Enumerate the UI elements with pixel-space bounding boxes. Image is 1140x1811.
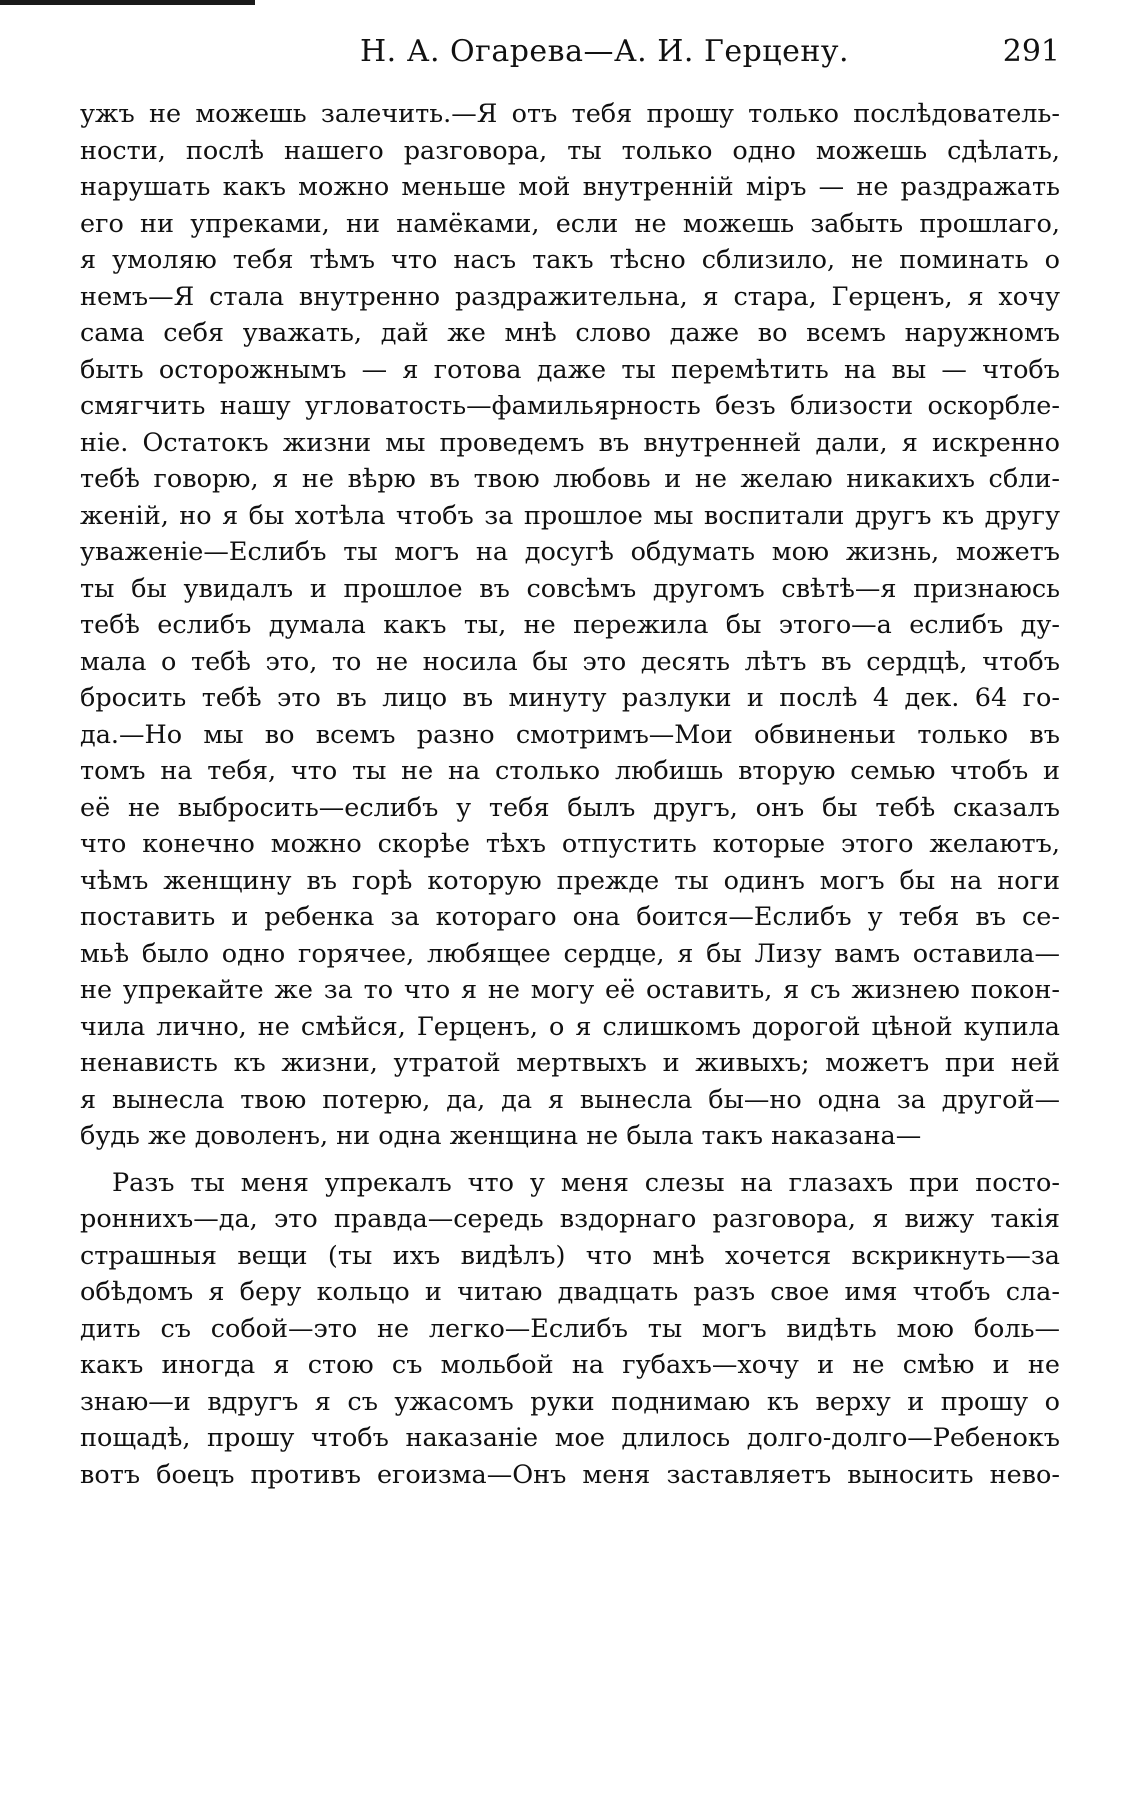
text-line: какъ иногда я стою съ мольбой на губахъ—хочу и не смѣю и не bbox=[80, 1350, 1060, 1380]
text-line: его ни упреками, ни намёками, если не можешь забыть прошлаго, bbox=[80, 208, 1060, 239]
text-line: поставить и ребенка за котораго она боится—Еслибъ у тебя въ се- bbox=[80, 902, 1060, 932]
text-line: смягчить нашу угловатость—фамильярность безъ близости оскорбле- bbox=[80, 391, 1060, 421]
text-line: страшныя вещи (ты ихъ видѣлъ) что мнѣ хочется вскрикнуть—за bbox=[80, 1240, 1060, 1271]
text-line: ненависть къ жизни, утратой мертвыхъ и живыхъ; можетъ при ней bbox=[80, 1048, 1060, 1078]
text-line: вотъ боецъ противъ егоизма—Онъ меня заставляетъ выносить нево- bbox=[80, 1459, 1060, 1490]
text-line: быть осторожнымъ — я готова даже ты перемѣтить на вы — чтобъ bbox=[80, 354, 1060, 385]
body-text bbox=[80, 96, 1060, 1493]
text-line: ужъ не можешь залечить.—Я отъ тебя прошу только послѣдователь- bbox=[80, 99, 1060, 129]
text-line: не упрекайте же за то что я не могу её оставить, я съ жизнею покон- bbox=[80, 975, 1060, 1005]
text-line: чѣмъ женщину въ горѣ которую прежде ты одинъ могъ бы на ноги bbox=[80, 865, 1060, 896]
text-line: тебѣ еслибъ думала какъ ты, не пережила бы этого—а еслибъ ду- bbox=[80, 610, 1060, 640]
text-line: ты бы увидалъ и прошлое въ совсѣмъ другомъ свѣтѣ—я признаюсь bbox=[80, 573, 1060, 604]
text-line: сама себя уважать, дай же мнѣ слово даже во всемъ наружномъ bbox=[80, 318, 1060, 348]
text-line: нарушать какъ можно меньше мой внутренній міръ — не раздражать bbox=[80, 172, 1060, 202]
paragraph-2 bbox=[80, 1165, 1060, 1494]
text-line: тебѣ говорю, я не вѣрю въ твою любовь и не желаю никакихъ сбли- bbox=[80, 464, 1060, 494]
text-line: женій, но я бы хотѣла чтобъ за прошлое мы воспитали другъ къ другу bbox=[80, 500, 1060, 531]
text-line: дить съ собой—это не легко—Еслибъ ты могъ видѣть мою боль— bbox=[80, 1313, 1060, 1344]
text-line: бросить тебѣ это въ лицо въ минуту разлуки и послѣ 4 дек. 64 го- bbox=[80, 683, 1060, 713]
text-line: её не выбросить—еслибъ у тебя былъ другъ, онъ бы тебѣ сказалъ bbox=[80, 792, 1060, 823]
text-line: знаю—и вдругъ я съ ужасомъ руки поднимаю къ верху и прошу о bbox=[80, 1386, 1060, 1417]
text-line: обѣдомъ я беру кольцо и читаю двадцать разъ свое имя чтобъ сла- bbox=[80, 1277, 1060, 1307]
text-line: ности, послѣ нашего разговора, ты только одно можешь сдѣлать, bbox=[80, 135, 1060, 166]
text-line: да.—Но мы во всемъ разно смотримъ—Мои обвиненьи только въ bbox=[80, 719, 1060, 750]
text-line: роннихъ—да, это правда—середь вздорнаго разговора, я вижу такія bbox=[80, 1204, 1060, 1234]
text-line: будь же доволенъ, ни одна женщина не была такъ наказана— bbox=[80, 1121, 922, 1151]
text-line: мала о тебѣ это, то не носила бы это десять лѣтъ въ сердцѣ, чтобъ bbox=[80, 646, 1060, 677]
running-header bbox=[80, 28, 1060, 76]
text-line: я умоляю тебя тѣмъ что насъ такъ тѣсно сблизило, не поминать о bbox=[80, 245, 1060, 275]
text-line: томъ на тебя, что ты не на столько любишь вторую семью чтобъ и bbox=[80, 756, 1060, 786]
text-line: я вынесла твою потерю, да, да я вынесла бы—но одна за другой— bbox=[80, 1084, 1060, 1115]
text-line: мьѣ было одно горячее, любящее сердце, я бы Лизу вамъ оставила— bbox=[80, 938, 1060, 969]
text-line: пощадѣ, прошу чтобъ наказаніе мое длилось долго-долго—Ребенокъ bbox=[80, 1423, 1060, 1453]
text-line: уваженіе—Еслибъ ты могъ на досугѣ обдумать мою жизнь, можетъ bbox=[80, 537, 1060, 567]
page-number: 291 bbox=[1002, 34, 1060, 69]
paragraph-1 bbox=[80, 96, 1060, 1155]
text-line: Разъ ты меня упрекалъ что у меня слезы на глазахъ при посто- bbox=[112, 1167, 1060, 1198]
text-line: ніе. Остатокъ жизни мы проведемъ въ внутренней дали, я искренно bbox=[80, 427, 1060, 458]
running-title: Н. А. Огарева—А. И. Герцену. bbox=[360, 34, 850, 69]
text-line: немъ—Я стала внутренно раздражительна, я стара, Герценъ, я хочу bbox=[80, 281, 1060, 312]
text-line: чила лично, не смѣйся, Герценъ, о я слишкомъ дорогой цѣной купила bbox=[80, 1011, 1060, 1042]
top-rule bbox=[0, 0, 255, 5]
text-line: что конечно можно скорѣе тѣхъ отпустить которые этого желаютъ, bbox=[80, 829, 1060, 859]
